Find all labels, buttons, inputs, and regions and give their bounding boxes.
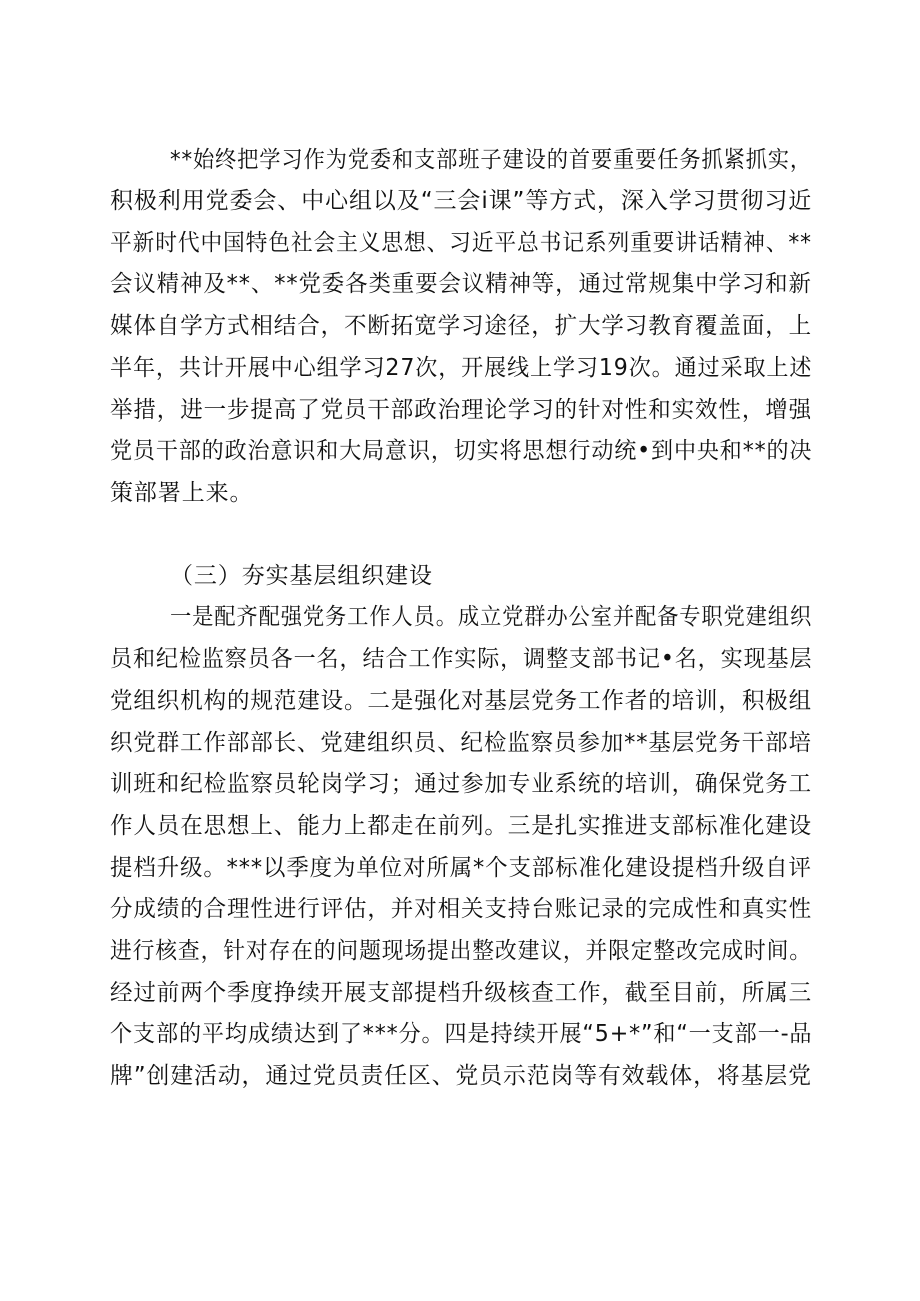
paragraph-2-line-12: 牌”创建活动，通过党员责任区、党员示范岗等有效载体，将基层党 [110,1063,812,1089]
paragraph-1-line-1: **始终把学习作为党委和支部班子建设的首要重要任务抓紧抓实， [170,147,813,173]
paragraph-1-line-4: 会议精神及**、**党委各类重要会议精神等，通过常规集中学习和新 [110,271,812,297]
paragraph-2-line-9: 进行核查，针对存在的问题现场提出整改建议，并限定整改完成时间。 [110,938,812,964]
paragraph-2-line-2: 员和纪检监察员各一名，结合工作实际，调整支部书记•名，实现基层 [110,646,813,672]
paragraph-1-line-5: 媒体自学方式相结合，不断拓宽学习途径，扩大学习教育覆盖面，上 [110,313,813,339]
paragraph-2-line-1: 一是配齐配强党务工作人员。成立党群办公室并配备专职党建组织 [170,604,813,630]
paragraph-2-line-6: 作人员在思想上、能力上都走在前列。三是扎实推进支部标准化建设 [110,813,813,839]
paragraph-2-line-7: 提档升级。***以季度为单位对所属*个支部标准化建设提档升级自评 [110,855,812,881]
paragraph-2-line-3: 党组织机构的规范建设。二是强化对基层党务工作者的培训，积极组 [110,688,813,714]
paragraph-1-line-6: 半年，共计开展中心组学习27次，开展线上学习19次。通过采取上述 [110,355,813,381]
paragraph-2-line-4: 织党群工作部部长、党建组织员、纪检监察员参加**基层党务干部培 [110,730,812,756]
paragraph-2-line-11: 个支部的平均成绩达到了***分。四是持续开展“5+*”和“一支部一-品 [110,1021,813,1047]
paragraph-1-line-3: 平新时代中国特色社会主义思想、习近平总书记系列重要讲话精神、** [110,230,812,256]
paragraph-1-line-2: 积极利用党委会、中心组以及“三会i课”等方式，深入学习贯彻习近 [110,188,813,214]
paragraph-2-line-10: 经过前两个季度挣续开展支部提档升级核查工作，截至目前，所属三 [110,980,813,1006]
paragraph-1-line-7: 举措，进一步提高了党员干部政治理论学习的针对性和实效性，增强 [110,397,813,423]
paragraph-1-line-9: 策部署上来。 [110,480,254,506]
paragraph-2-line-8: 分成绩的合理性进行评估，并对相关支持台账记录的完成性和真实性 [110,896,813,922]
paragraph-1-line-8: 党员干部的政治意识和大局意识，切实将思想行动统•到中央和**的决 [110,438,813,464]
section-heading: （三）夯实基层组织建设 [170,563,433,589]
paragraph-2-line-5: 训班和纪检监察员轮岗学习；通过参加专业系统的培训，确保党务工 [110,771,813,797]
